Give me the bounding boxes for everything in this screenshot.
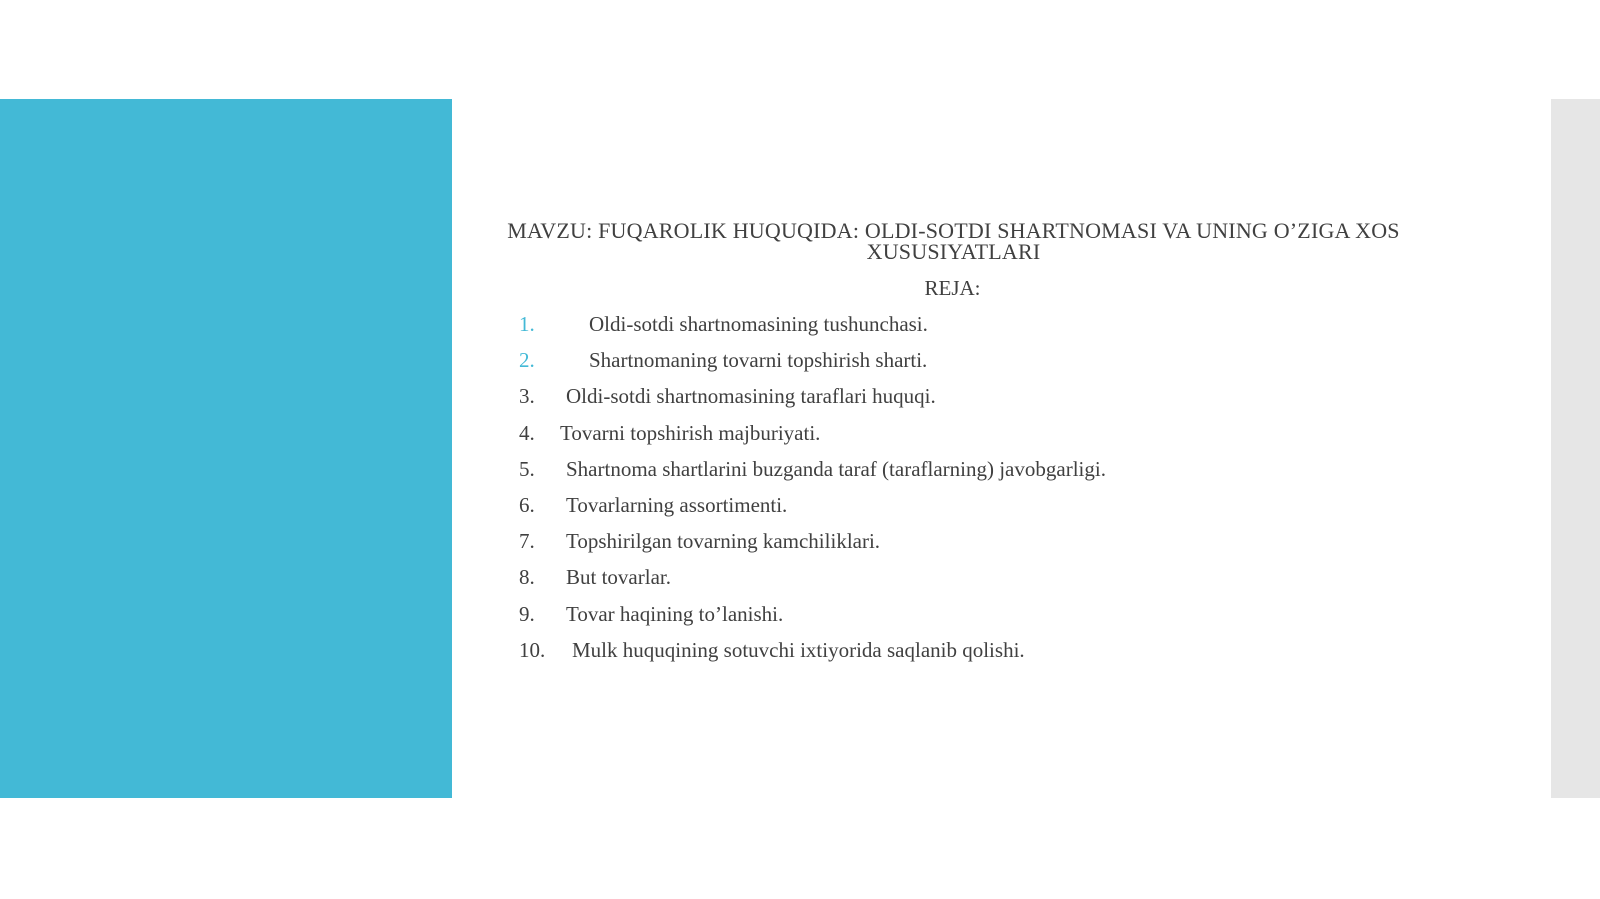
list-item-text: Mulk huquqining sotuvchi ixtiyorida saqlanib qolishi.	[572, 637, 1025, 662]
list-item-number: 10.	[519, 637, 546, 662]
list-item-number: 4.	[519, 420, 535, 445]
plan-heading: REJA:	[924, 276, 981, 300]
list-item-text: Tovarlarning assortimenti.	[566, 492, 788, 517]
list-item-number: 3.	[519, 384, 535, 409]
list-item-number: 7.	[519, 529, 535, 554]
list-item-number: 2.	[519, 348, 535, 373]
accent-panel	[0, 99, 452, 798]
list-item-text: Topshirilgan tovarning kamchiliklari.	[566, 529, 881, 554]
slide-title: MAVZU: FUQAROLIK HUQUQIDA: OLDI-SOTDI SHARTNOMASI VA UNING O’ZIGA XOS XUSUSIYATLARI	[507, 218, 1400, 264]
list-item-text: Shartnomaning tovarni topshirish sharti.	[589, 348, 928, 373]
list-item-number: 9.	[519, 601, 535, 626]
list-item-number: 6.	[519, 492, 535, 517]
list-item-text: Oldi-sotdi shartnomasining tushunchasi.	[589, 312, 928, 336]
list-item-number: 8.	[519, 565, 535, 590]
list-item-text: Oldi-sotdi shartnomasining taraflari huquqi.	[566, 384, 936, 409]
list-item-text: But tovarlar.	[566, 565, 671, 590]
list-item-number: 1.	[519, 312, 535, 336]
right-edge-strip	[1551, 99, 1600, 798]
list-item-text: Tovar haqining to’lanishi.	[566, 601, 784, 626]
list-item-number: 5.	[519, 456, 535, 481]
list-item-text: Shartnoma shartlarini buzganda taraf (taraflarning) javobgarligi.	[566, 456, 1106, 481]
list-item-text: Tovarni topshirish majburiyati.	[560, 420, 821, 445]
